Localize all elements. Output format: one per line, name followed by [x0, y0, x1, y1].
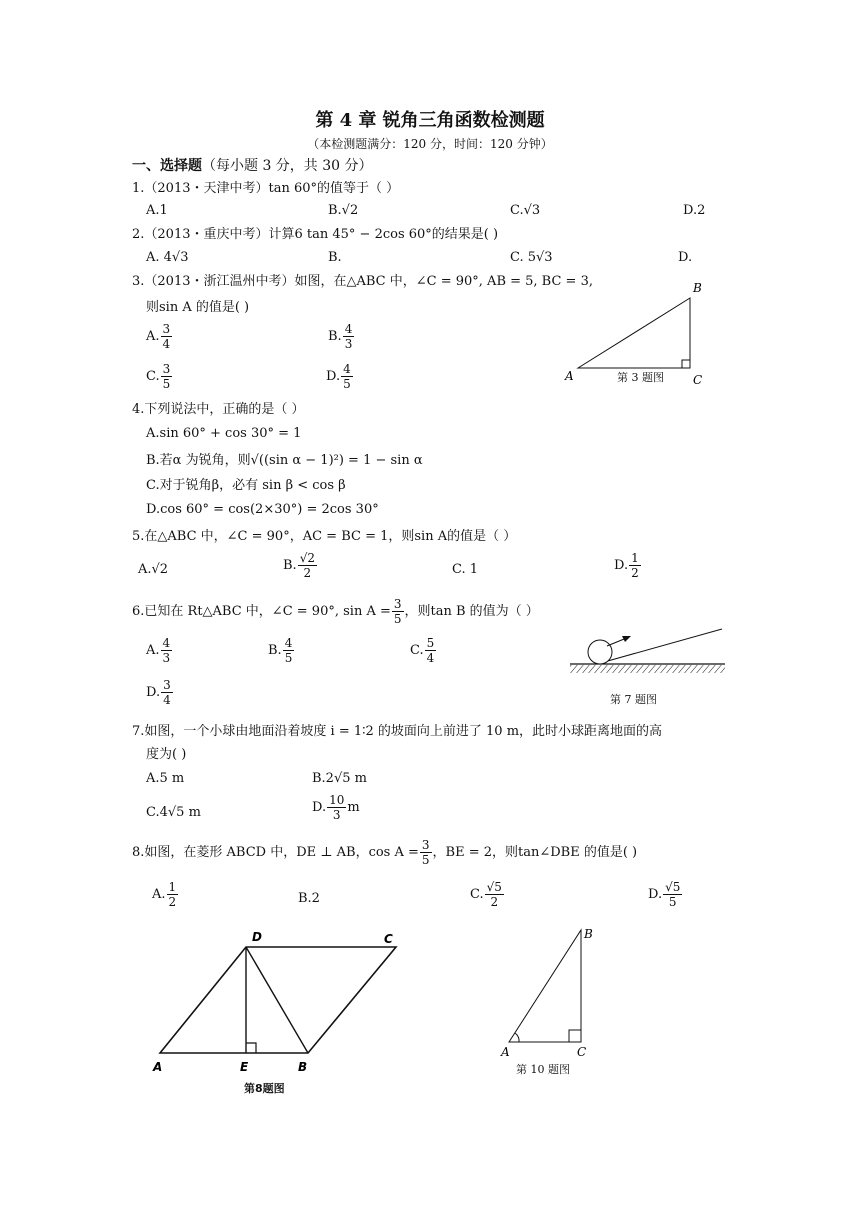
q2-option-d: D. — [678, 250, 693, 265]
q5-b-den: 2 — [303, 566, 312, 580]
q6-a-num: 4 — [162, 636, 171, 650]
q3-d-num: 4 — [343, 362, 351, 376]
q3-option-a: A. $\frac{3}{4}$ — [146, 322, 171, 351]
q3-option-b: B. $\frac{4}{3}$ — [328, 322, 353, 351]
q1-stem: 1.（2013・天津中考）tan 60°的值等于（ ） — [132, 181, 400, 196]
q6-c-den: 4 — [426, 651, 435, 665]
q6-d-den: 4 — [163, 693, 171, 707]
q7-d-num: 10 — [329, 793, 345, 807]
q3-a-den: 4 — [162, 337, 171, 351]
q7-option-d: D. $\frac{10}{3}$ m — [312, 793, 360, 822]
q7-option-b: B.2√5 m — [312, 771, 367, 786]
q7-figure — [565, 622, 730, 682]
q8-fig-label-e: E — [240, 1060, 249, 1074]
q5-option-c: C. 1 — [452, 562, 479, 577]
q1-option-c: C.√3 — [510, 203, 541, 218]
q5-option-d: D. $\frac{1}{2}$ — [614, 551, 639, 580]
q8-fig-label-a: A — [153, 1060, 163, 1074]
q8-fig-label-d: D — [252, 930, 262, 944]
q3-stem-2: 则sin A 的值是( ) — [146, 300, 250, 315]
q6-option-c: C. $\frac{5}{4}$ — [410, 636, 435, 665]
q4-option-b: B.若α 为锐角，则√((sin α − 1)²) = 1 − sin α — [146, 453, 423, 468]
q8-d-den: 5 — [668, 895, 677, 909]
q3-b-den: 3 — [344, 337, 353, 351]
q5-d-num: 1 — [631, 551, 639, 565]
q8-c-den: 2 — [490, 895, 499, 909]
q1-option-a: A.1 — [146, 203, 168, 218]
q1-option-d: D.2 — [683, 203, 706, 218]
page-subtitle: （本检测题满分：120 分，时间：120 分钟） — [307, 137, 553, 151]
q1-option-b: B.√2 — [328, 203, 359, 218]
page-title: 第 4 章 锐角三角函数检测题 — [315, 110, 545, 131]
q2-option-a: A. 4√3 — [146, 250, 189, 265]
q7-d-unit: m — [347, 800, 360, 815]
q3-fig-label-a: A — [565, 369, 574, 383]
q6-option-d: D. $\frac{3}{4}$ — [146, 678, 171, 707]
q7-stem-2: 度为( ) — [146, 747, 187, 762]
q3-option-c: C. $\frac{3}{5}$ — [146, 362, 171, 391]
q8-d-num: √5 — [665, 880, 681, 894]
q8-fig-label-c: C — [384, 932, 393, 946]
q3-stem: 3.（2013・浙江温州中考）如图，在△ABC 中，∠C = 90°, AB = 5, BC = 3, — [132, 274, 593, 289]
q4-option-c: C.对于锐角β，必有 sin β < cos β — [146, 478, 346, 493]
q8-a-num: 1 — [168, 880, 177, 894]
q5-option-b: B. $\frac{√2}{2}$ — [283, 551, 315, 580]
q3-a-num: 3 — [162, 322, 171, 336]
q3-fig-label-b: B — [693, 281, 702, 295]
section-note: （每小题 3 分，共 30 分） — [202, 158, 373, 174]
q6-a-den: 3 — [162, 651, 171, 665]
q6-option-b: B. $\frac{4}{5}$ — [268, 636, 293, 665]
q2-option-c: C. 5√3 — [510, 250, 553, 265]
q8-stem — [132, 838, 637, 867]
section-title: 一、选择题 — [132, 158, 202, 174]
q8-option-b: B.2 — [298, 891, 320, 906]
q5-b-num: √2 — [299, 551, 315, 565]
q8-stem-pre: 8.如图，在菱形 ABCD 中，DE ⊥ AB，cos A = — [132, 845, 419, 860]
q6-stem-pre: 6.已知在 Rt△ABC 中，∠C = 90°, sin A = — [132, 604, 391, 619]
q3-d-den: 5 — [343, 377, 351, 391]
q10-figure — [495, 920, 605, 1065]
q3-c-den: 5 — [162, 377, 171, 391]
q3-option-d: D. $\frac{4}{5}$ — [326, 362, 351, 391]
q8-c-num: √5 — [486, 880, 502, 894]
q3-figure-caption: 第 3 题图 — [617, 371, 664, 384]
q7-option-c: C.4√5 m — [146, 805, 201, 820]
q8-option-a: A. $\frac{1}{2}$ — [152, 880, 177, 909]
q8-figure — [150, 925, 410, 1075]
q2-option-b: B. — [328, 250, 342, 265]
q8-a-den: 2 — [168, 895, 177, 909]
q3-c-num: 3 — [162, 362, 171, 376]
q7-stem: 7.如图，一个小球由地面沿着坡度 i = 1∶2 的坡面向上前进了 10 m，此时小球距离地面的高 — [132, 724, 663, 739]
q6-c-num: 5 — [426, 636, 435, 650]
q7-d-den: 3 — [332, 808, 341, 822]
q6-option-a: A. $\frac{4}{3}$ — [146, 636, 171, 665]
q4-option-a: A.sin 60° + cos 30° = 1 — [146, 426, 302, 441]
q10-figure-caption: 第 10 题图 — [516, 1063, 570, 1076]
q10-fig-label-b: B — [584, 927, 593, 941]
q3-b-num: 4 — [344, 322, 353, 336]
q8-stem-post: ，BE = 2，则tan∠DBE 的值是( ) — [432, 845, 638, 860]
q7-figure-caption: 第 7 题图 — [610, 693, 657, 706]
q3-fig-label-c: C — [693, 373, 703, 387]
q6-frac-den: 5 — [393, 612, 402, 626]
q5-option-a: A.√2 — [138, 562, 169, 577]
q6-d-num: 3 — [163, 678, 171, 692]
q8-frac-num: 3 — [421, 838, 430, 852]
q8-option-d: D. $\frac{√5}{5}$ — [648, 880, 681, 909]
q6-b-num: 4 — [284, 636, 293, 650]
q6-stem — [132, 597, 539, 626]
section-heading — [132, 155, 373, 175]
q8-frac-den: 5 — [421, 853, 430, 867]
q4-stem: 4.下列说法中，正确的是（ ） — [132, 402, 305, 417]
q6-stem-post: ，则tan B 的值为（ ） — [404, 604, 539, 619]
q6-frac-num: 3 — [393, 597, 402, 611]
q8-fig-label-b: B — [298, 1060, 308, 1074]
q6-b-den: 5 — [284, 651, 293, 665]
q8-option-c: C. $\frac{√5}{2}$ — [470, 880, 502, 909]
q7-option-a: A.5 m — [146, 771, 185, 786]
q10-fig-label-a: A — [501, 1045, 510, 1059]
q8-figure-caption: 第8题图 — [244, 1082, 285, 1095]
q2-stem: 2.（2013・重庆中考）计算6 tan 45° − 2cos 60°的结果是( ) — [132, 227, 499, 242]
q4-option-d: D.cos 60° = cos(2×30°) = 2cos 30° — [146, 502, 379, 517]
q10-fig-label-c: C — [577, 1045, 587, 1059]
q5-d-den: 2 — [631, 566, 639, 580]
q5-stem: 5.在△ABC 中，∠C = 90°，AC = BC = 1，则sin A的值是（ ） — [132, 529, 517, 544]
